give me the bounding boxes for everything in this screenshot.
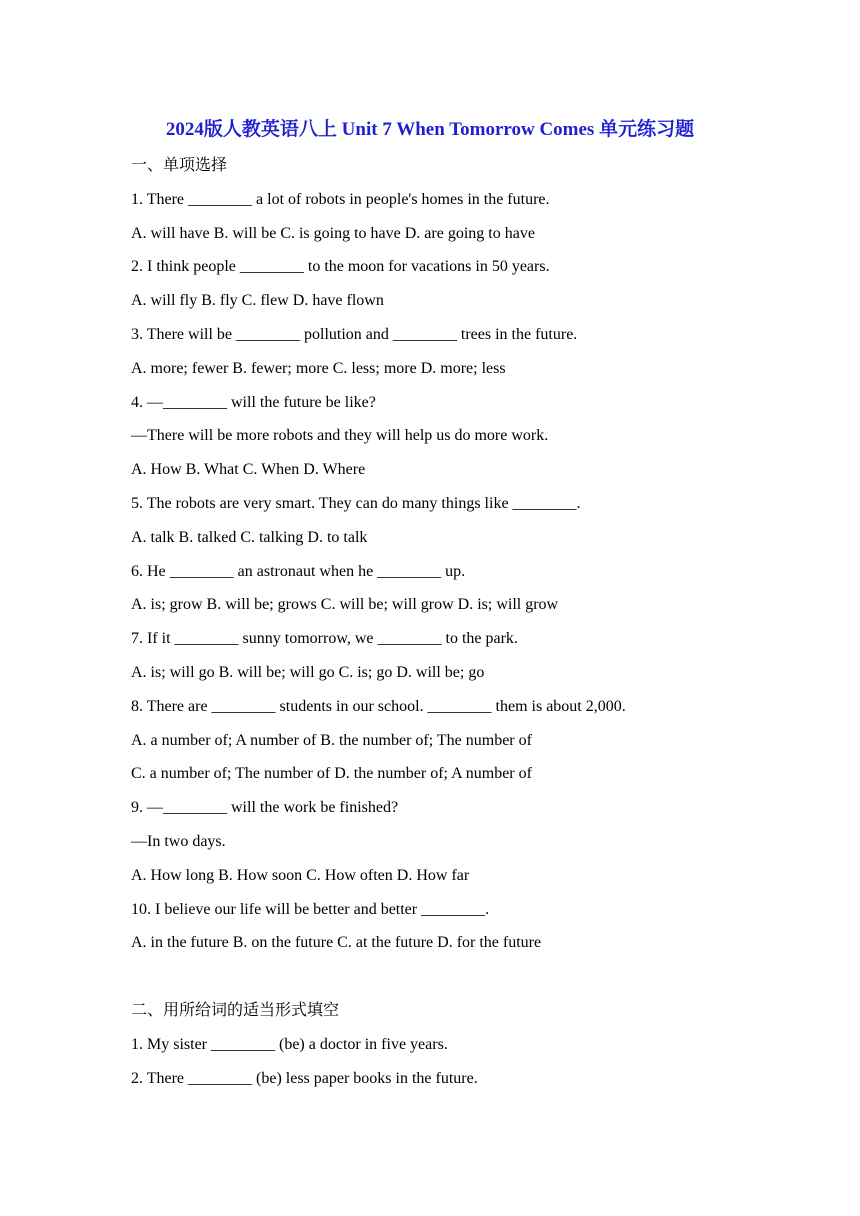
section-heading: 一、单项选择 [131,157,228,174]
options-line: A. is; will go B. will be; will go C. is; go D. will be; go [131,663,485,681]
options-line: A. talk B. talked C. talking D. to talk [131,528,368,546]
question-line: 3. There will be ________ pollution and ________ trees in the future. [131,325,578,343]
question-line: 9. —________ will the work be finished? [131,799,399,817]
question-line: 10. I believe our life will be better and better ________. [131,900,490,918]
question-line: 5. The robots are very smart. They can do many things like ________. [131,494,581,512]
options-line: A. more; fewer B. fewer; more C. less; more D. more; less [131,359,506,377]
options-line: A. in the future B. on the future C. at the future D. for the future [131,934,542,952]
question-line: 1. There ________ a lot of robots in people's homes in the future. [131,190,550,208]
section-heading: 二、用所给词的适当形式填空 [131,1001,340,1019]
question-line: 8. There are ________ students in our school. ________ them is about 2,000. [131,697,626,715]
options-line: A. will fly B. fly C. flew D. have flown [131,292,384,310]
question-line: 6. He ________ an astronaut when he ________ up. [131,562,466,580]
options-line: C. a number of; The number of D. the number of; A number of [131,765,532,783]
question-line: 7. If it ________ sunny tomorrow, we ________ to the park. [131,630,518,648]
page-title: 2024版人教英语八上 Unit 7 When Tomorrow Comes 单元练习题 [165,119,695,140]
section-spacer [131,964,831,998]
options-line: A. How B. What C. When D. Where [131,461,366,479]
dialogue-line: —There will be more robots and they will help us do more work. [131,427,549,445]
question-line: 4. —________ will the future be like? [131,393,376,411]
dialogue-line: —In two days. [131,832,226,850]
question-line: 1. My sister ________ (be) a doctor in five years. [131,1035,448,1053]
options-line: A. a number of; A number of B. the number of; The number of [131,731,532,749]
question-line: 2. I think people ________ to the moon for vacations in 50 years. [131,258,550,276]
question-line: 2. There ________ (be) less paper books in the future. [131,1069,478,1087]
document-body [131,153,831,1099]
options-line: A. is; grow B. will be; grows C. will be; will grow D. is; will grow [131,596,559,614]
options-line: A. How long B. How soon C. How often D. How far [131,866,470,884]
options-line: A. will have B. will be C. is going to have D. are going to have [131,224,535,242]
